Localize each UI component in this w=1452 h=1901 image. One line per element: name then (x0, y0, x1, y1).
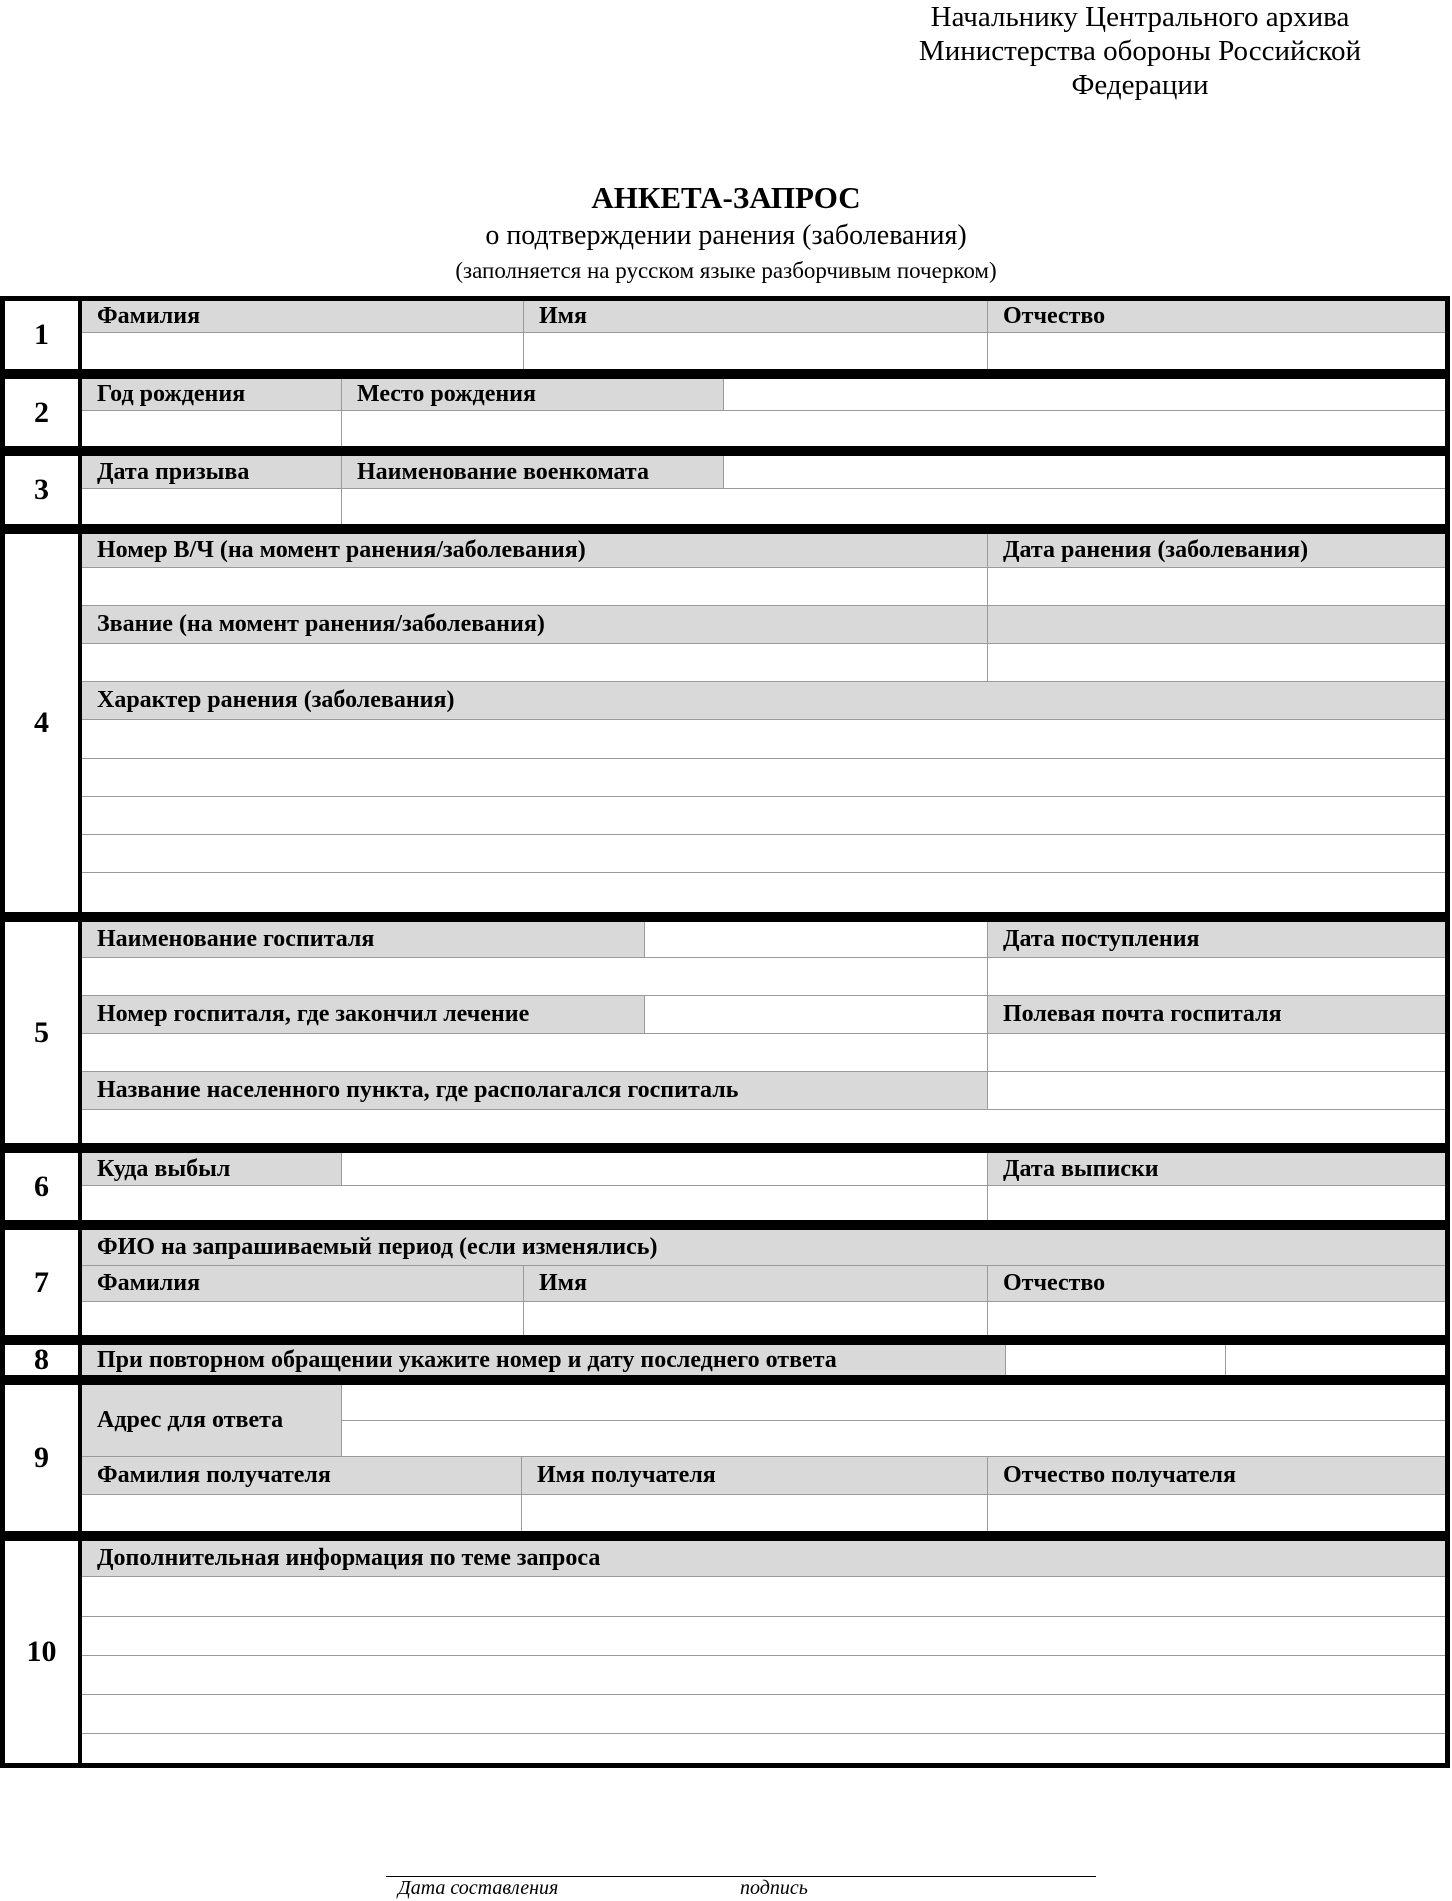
name-field[interactable] (524, 333, 988, 369)
section-body (82, 1380, 1450, 1536)
name-change-heading: ФИО на запрашиваемый период (если изменялись) (82, 1230, 1445, 1266)
discharge-date-label: Дата выписки (988, 1153, 1445, 1186)
section-4 (0, 529, 1452, 917)
hospital-location-field-top[interactable] (988, 1072, 1445, 1110)
prev-name-label: Имя (524, 1266, 988, 1302)
recipient-patronymic-label: Отчество получателя (988, 1457, 1445, 1495)
section-number: 6 (0, 1148, 82, 1225)
section-2 (0, 374, 1452, 451)
section-number: 7 (0, 1225, 82, 1340)
extra-info-line[interactable] (82, 1616, 1445, 1656)
recipient-surname-field[interactable] (82, 1495, 522, 1531)
hospital-location-label: Название населенного пункта, где располагался госпиталь (82, 1072, 988, 1110)
section-body (82, 1148, 1450, 1225)
address-label: Адрес для ответа (82, 1385, 342, 1457)
address-field-line-2[interactable] (342, 1421, 1445, 1457)
birth-place-field[interactable] (342, 411, 1445, 446)
repeat-request-label: При повторном обращении укажите номер и дату последнего ответа (82, 1345, 1006, 1375)
section-body (82, 1340, 1450, 1380)
field-post-label: Полевая почта госпиталя (988, 996, 1445, 1034)
birth-year-label: Год рождения (82, 379, 342, 411)
section-body (82, 1225, 1450, 1340)
call-date-label: Дата призыва (82, 456, 342, 489)
departed-to-label: Куда выбыл (82, 1153, 342, 1186)
hospital-number-field[interactable] (82, 1034, 988, 1072)
unit-number-label: Номер В/Ч (на момент ранения/заболевания) (82, 534, 988, 568)
departed-to-field-top[interactable] (342, 1153, 988, 1186)
section-3 (0, 451, 1452, 529)
admission-date-label: Дата поступления (988, 922, 1445, 958)
section-5 (0, 917, 1452, 1148)
section-body (82, 296, 1450, 374)
section-number: 4 (0, 529, 82, 917)
wound-type-line[interactable] (82, 720, 1445, 759)
section-number: 9 (0, 1380, 82, 1536)
commissariat-label: Наименование военкомата (342, 456, 724, 489)
hospital-name-field-top[interactable] (645, 922, 988, 958)
section-body (82, 451, 1450, 529)
form-subtitle: о подтверждении ранения (заболевания) (485, 220, 967, 251)
recipient-patronymic-field[interactable] (988, 1495, 1445, 1531)
discharge-date-field[interactable] (988, 1186, 1445, 1220)
section-8 (0, 1340, 1452, 1380)
date-caption: Дата составления (398, 1877, 559, 1899)
wound-date-label: Дата ранения (заболевания) (988, 534, 1445, 568)
signature-caption: подпись (740, 1877, 808, 1899)
name-label: Имя (524, 301, 988, 333)
addressee-block (860, 0, 1420, 102)
section-10 (0, 1536, 1452, 1768)
section-9 (0, 1380, 1452, 1536)
hospital-name-label: Наименование госпиталя (82, 922, 645, 958)
surname-field[interactable] (82, 333, 524, 369)
last-answer-number-field[interactable] (1006, 1345, 1226, 1375)
wound-date-field[interactable] (988, 568, 1445, 606)
section-number: 1 (0, 296, 82, 374)
hospital-number-label: Номер госпиталя, где закончил лечение (82, 996, 645, 1034)
form-note: (заполняется на русском языке разборчивым почерком) (455, 258, 997, 283)
section-6 (0, 1148, 1452, 1225)
recipient-name-label: Имя получателя (522, 1457, 988, 1495)
surname-label: Фамилия (82, 301, 524, 333)
section-body (82, 374, 1450, 451)
wound-type-line[interactable] (82, 758, 1445, 797)
prev-patronymic-label: Отчество (988, 1266, 1445, 1302)
addressee-line-2: Министерства обороны Российской (918, 35, 1362, 67)
rank-field[interactable] (82, 644, 988, 682)
section-number: 5 (0, 917, 82, 1148)
commissariat-field[interactable] (342, 489, 1445, 524)
commissariat-field-top[interactable] (724, 456, 1445, 489)
addressee-line-1: Начальнику Центрального архива (930, 1, 1350, 33)
extra-info-line[interactable] (82, 1655, 1445, 1695)
admission-date-field[interactable] (988, 958, 1445, 996)
recipient-name-field[interactable] (522, 1495, 988, 1531)
rank-label: Звание (на момент ранения/заболевания) (82, 606, 988, 644)
prev-surname-field[interactable] (82, 1302, 524, 1335)
hospital-name-field[interactable] (82, 958, 988, 996)
recipient-surname-label: Фамилия получателя (82, 1457, 522, 1495)
rank-field-extra[interactable] (988, 644, 1445, 682)
prev-patronymic-field[interactable] (988, 1302, 1445, 1335)
unit-number-field[interactable] (82, 568, 988, 606)
extra-info-line[interactable] (82, 1577, 1445, 1617)
section-1 (0, 296, 1452, 374)
call-date-field[interactable] (82, 489, 342, 524)
field-post-field[interactable] (988, 1034, 1445, 1072)
hospital-location-field[interactable] (82, 1110, 1445, 1143)
last-answer-date-field[interactable] (1226, 1345, 1445, 1375)
section-body (82, 1536, 1450, 1768)
patronymic-label: Отчество (988, 301, 1445, 333)
departed-to-field[interactable] (82, 1186, 988, 1220)
wound-type-label: Характер ранения (заболевания) (82, 682, 1445, 720)
section-7 (0, 1225, 1452, 1340)
form-title: АНКЕТА-ЗАПРОС (591, 180, 861, 215)
prev-name-field[interactable] (524, 1302, 988, 1335)
birth-place-label: Место рождения (342, 379, 724, 411)
section-number: 10 (0, 1536, 82, 1768)
hospital-number-field-top[interactable] (645, 996, 988, 1034)
birth-place-field-top[interactable] (724, 379, 1445, 411)
addressee-line-3: Федерации (1071, 69, 1209, 101)
patronymic-field[interactable] (988, 333, 1445, 369)
birth-year-field[interactable] (82, 411, 342, 446)
section-number: 3 (0, 451, 82, 529)
wound-type-line[interactable] (82, 796, 1445, 835)
section-number: 2 (0, 374, 82, 451)
section-body (82, 917, 1450, 1148)
section-body (82, 529, 1450, 917)
wound-type-line[interactable] (82, 834, 1445, 873)
section-number: 8 (0, 1340, 82, 1380)
extra-info-line[interactable] (82, 1694, 1445, 1734)
prev-surname-label: Фамилия (82, 1266, 524, 1302)
extra-info-label: Дополнительная информация по теме запроса (82, 1541, 1445, 1577)
rank-label-extra (988, 606, 1445, 644)
address-field-line-1[interactable] (342, 1385, 1445, 1421)
